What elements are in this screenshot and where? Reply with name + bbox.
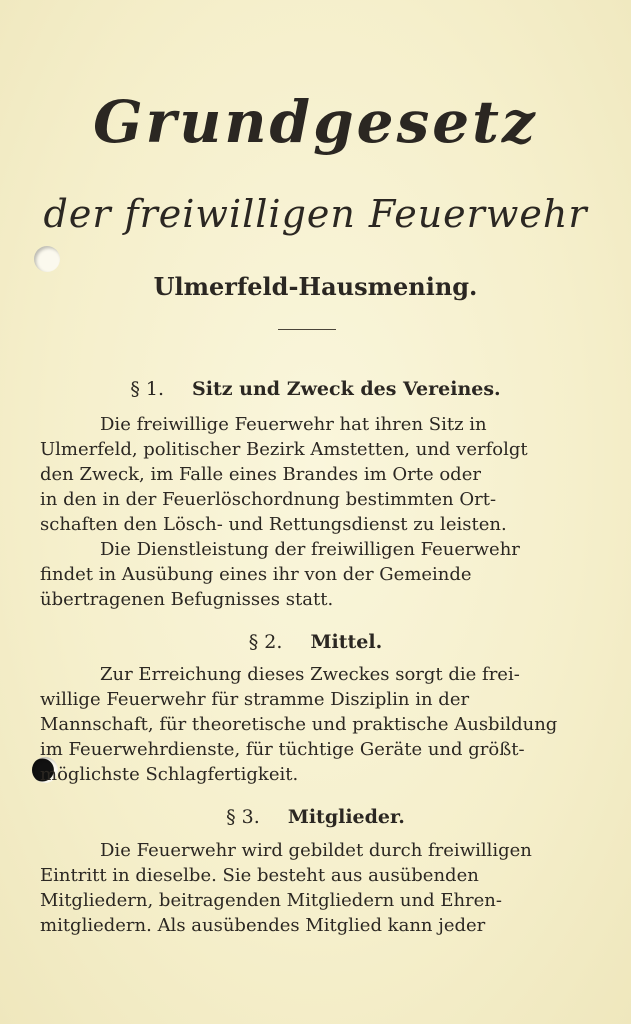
section-3-body xyxy=(40,838,568,938)
text-line: Die Dienstleistung der freiwilligen Feuerwehr xyxy=(100,539,520,560)
text-line: Mitgliedern, beitragenden Mitgliedern und Ehren- xyxy=(40,890,502,911)
section-title: Mittel. xyxy=(310,631,383,653)
section-title: Sitz und Zweck des Vereines. xyxy=(192,378,501,400)
text-line: möglichste Schlagfertigkeit. xyxy=(40,764,299,785)
section-3-heading xyxy=(0,806,631,828)
text-line: den Zweck, im Falle eines Brandes im Orte oder xyxy=(40,464,481,485)
text-line: willige Feuerwehr für stramme Disziplin in der xyxy=(40,689,470,710)
document-title: Grundgesetz xyxy=(93,88,538,156)
text-line: im Feuerwehrdienste, für tüchtige Geräte und größt- xyxy=(40,739,525,760)
section-title: Mitglieder. xyxy=(287,806,405,828)
section-1-heading xyxy=(0,378,631,400)
text-line: übertragenen Befugnisses statt. xyxy=(40,589,334,610)
text-line: schaften den Lösch- und Rettungsdienst zu leisten. xyxy=(40,514,507,535)
title-divider xyxy=(278,329,336,330)
document-subtitle: der freiwilligen Feuerwehr xyxy=(43,192,588,236)
text-line: Eintritt in dieselbe. Sie besteht aus ausübenden xyxy=(40,865,479,886)
section-number: § 1. xyxy=(130,378,164,400)
text-line: Mannschaft, für theoretische und praktische Ausbildung xyxy=(40,714,558,735)
text-line: Die Feuerwehr wird gebildet durch freiwilligen xyxy=(100,840,532,861)
section-1-body xyxy=(40,412,568,612)
text-line: Zur Erreichung dieses Zweckes sorgt die frei- xyxy=(100,664,520,685)
section-2-heading xyxy=(0,631,631,653)
document-place: Ulmerfeld-Hausmening. xyxy=(153,272,478,301)
text-line: Die freiwillige Feuerwehr hat ihren Sitz in xyxy=(100,414,487,435)
text-line: findet in Ausübung eines ihr von der Gemeinde xyxy=(40,564,472,585)
section-number: § 2. xyxy=(248,631,283,653)
section-2-body xyxy=(40,662,568,787)
text-line: in den in der Feuerlöschordnung bestimmten Ort- xyxy=(40,489,497,510)
punch-hole-icon xyxy=(34,246,60,272)
text-line: mitgliedern. Als ausübendes Mitglied kann jeder xyxy=(40,915,486,936)
section-number: § 3. xyxy=(226,806,260,828)
text-line: Ulmerfeld, politischer Bezirk Amstetten, und verfolgt xyxy=(40,439,528,460)
